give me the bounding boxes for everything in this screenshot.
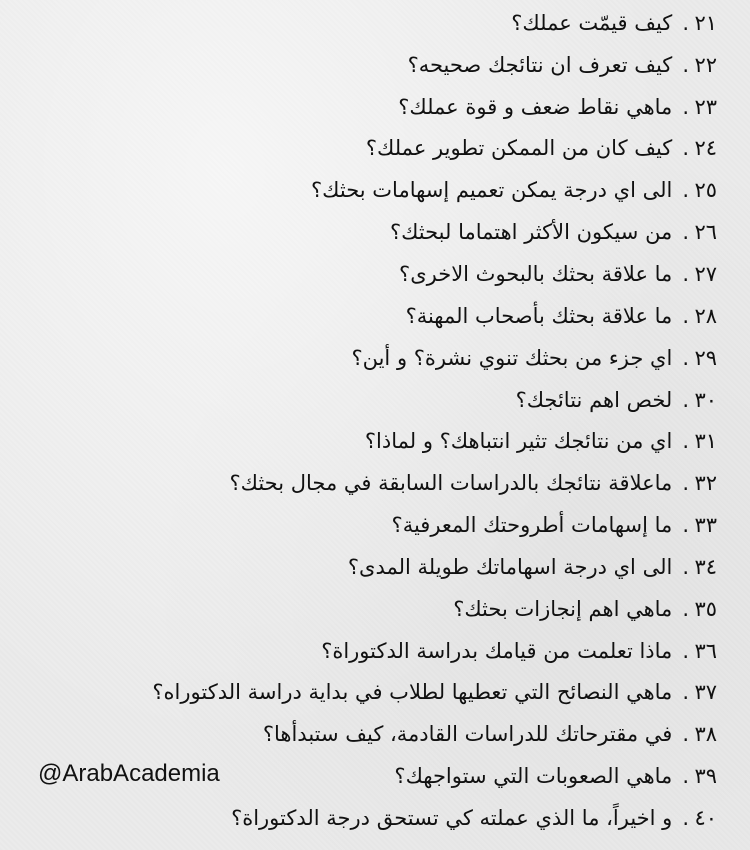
question-text: كيف تعرف ان نتائجك صحيحه؟ [407,52,673,77]
list-item: ٣٨ . في مقترحاتك للدراسات القادمة، كيف ستبدأها؟ [262,722,717,747]
question-number: ٣٣ [694,513,717,538]
list-item: ٢٩ . اي جزء من بحثك تنوي نشرة؟ و أين؟ [351,345,717,370]
question-number: ٣٤ [694,554,717,579]
question-number: ٣٥ [694,596,717,621]
question-number: ٣٨ [694,722,717,747]
list-item: ٢٧ . ما علاقة بحثك بالبحوث الاخرى؟ [399,261,717,286]
list-item: ٣٧ . ماهي النصائح التي تعطيها لطلاب في بداية دراسة الدكتوراه؟ [152,680,717,705]
question-text: كيف كان من الممكن تطوير عملك؟ [365,136,673,161]
question-number: ٢٩ [694,345,717,370]
question-text: الى اي درجة اسهاماتك طويلة المدى؟ [347,554,673,579]
list-item: ٢٦ . من سيكون الأكثر اهتماما لبحثك؟ [389,220,717,245]
list-item: ٢٥ . الى اي درجة يمكن تعميم إسهامات بحثك؟ [311,178,717,203]
question-number: ٢٨ [694,303,717,328]
question-text: ماهي النصائح التي تعطيها لطلاب في بداية دراسة الدكتوراه؟ [152,680,673,705]
question-text: ماهي الصعوبات التي ستواجهك؟ [394,764,673,789]
question-number: ٣٧ [694,680,717,705]
question-text: ماعلاقة نتائجك بالدراسات السابقة في مجال بحثك؟ [229,471,673,496]
question-text: من سيكون الأكثر اهتماما لبحثك؟ [389,220,673,245]
list-item: ٢٢ . كيف تعرف ان نتائجك صحيحه؟ [407,52,717,77]
question-text: اي من نتائجك تثير انتباهك؟ و لماذا؟ [364,429,673,454]
question-text: ماهي نقاط ضعف و قوة عملك؟ [398,94,673,119]
question-number: ٢٣ [694,94,717,119]
question-text: لخص اهم نتائجك؟ [515,387,673,412]
list-item: ٣٩ . ماهي الصعوبات التي ستواجهك؟ [394,764,717,789]
question-number: ٣١ [694,429,717,454]
question-list [17,2,717,839]
question-text: ما إسهامات أطروحتك المعرفية؟ [391,513,673,538]
list-item: ٣٣ . ما إسهامات أطروحتك المعرفية؟ [391,513,717,538]
question-text: اي جزء من بحثك تنوي نشرة؟ و أين؟ [351,345,673,370]
list-item: ٣٥ . ماهي اهم إنجازات بحثك؟ [453,596,717,621]
list-item: ٣٦ . ماذا تعلمت من قيامك بدراسة الدكتوراة؟ [321,638,717,663]
question-number: ٢٤ [694,136,717,161]
question-number: ٢١ [694,10,717,35]
twitter-handle: @ArabAcademia [38,760,220,787]
question-number: ٣٢ [694,471,717,496]
question-number: ٣٦ [694,638,717,663]
question-text: ماهي اهم إنجازات بحثك؟ [453,596,673,621]
list-item: ٢٤ . كيف كان من الممكن تطوير عملك؟ [365,136,717,161]
question-number: ٢٦ [694,220,717,245]
question-number: ٢٧ [694,261,717,286]
question-text: كيف قيمّت عملك؟ [511,10,673,35]
list-item: ٤٠ . و اخيراً، ما الذي عملته كي تستحق درجة الدكتوراة؟ [231,805,717,830]
question-text: ما علاقة بحثك بأصحاب المهنة؟ [405,303,673,328]
question-number: ٢٢ [694,52,717,77]
question-number: ٣٩ [694,764,717,789]
list-item: ٣١ . اي من نتائجك تثير انتباهك؟ و لماذا؟ [364,429,717,454]
list-item: ٣٠ . لخص اهم نتائجك؟ [515,387,717,412]
question-text: في مقترحاتك للدراسات القادمة، كيف ستبدأها؟ [262,722,673,747]
question-text: ماذا تعلمت من قيامك بدراسة الدكتوراة؟ [321,638,673,663]
question-text: ما علاقة بحثك بالبحوث الاخرى؟ [399,261,673,286]
question-number: ٤٠ [694,805,717,830]
question-text: الى اي درجة يمكن تعميم إسهامات بحثك؟ [311,178,673,203]
list-item: ٢٨ . ما علاقة بحثك بأصحاب المهنة؟ [405,303,717,328]
list-item: ٢١ . كيف قيمّت عملك؟ [511,10,717,35]
list-item: ٣٤ . الى اي درجة اسهاماتك طويلة المدى؟ [347,554,717,579]
question-number: ٣٠ [694,387,717,412]
list-item: ٢٣ . ماهي نقاط ضعف و قوة عملك؟ [398,94,717,119]
list-item: ٣٢ . ماعلاقة نتائجك بالدراسات السابقة في مجال بحثك؟ [229,471,717,496]
question-number: ٢٥ [694,178,717,203]
question-text: و اخيراً، ما الذي عملته كي تستحق درجة الدكتوراة؟ [231,805,673,830]
